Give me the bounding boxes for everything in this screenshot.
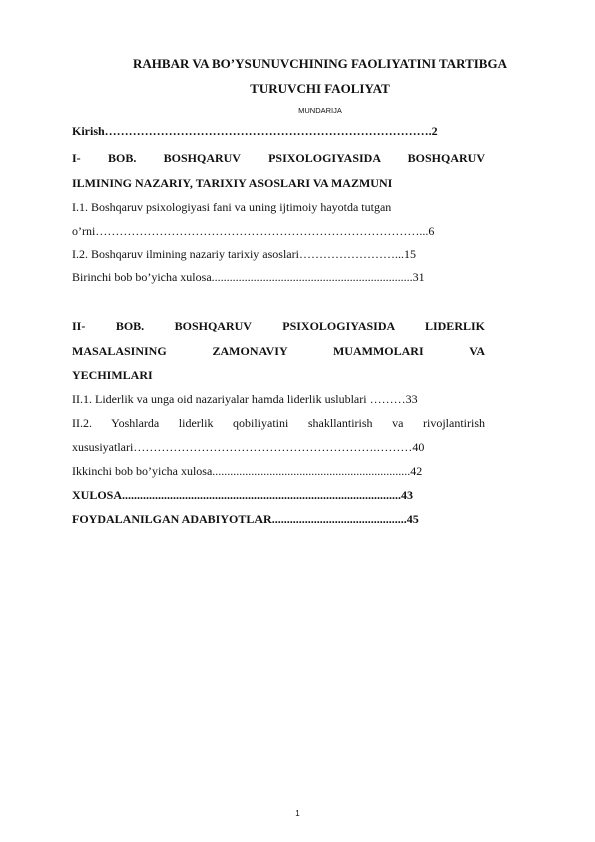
toc-section-1-1-line-1: I.1. Boshqaruv psixologiyasi fani va uning ijtimoiy hayotda tutgan <box>72 200 392 214</box>
toc-chapter-2-title-line-3: YECHIMLARI <box>72 368 153 382</box>
toc-entry-xulosa: XULOSA.............................................................................................43 <box>72 488 414 502</box>
document-title-line-2: TURUVCHI FAOLIYAT <box>250 81 390 96</box>
page-number: 1 <box>295 809 300 818</box>
toc-chapter-1-summary: Birinchi bob bo’yicha xulosa...................................................................31 <box>72 270 425 284</box>
toc-section-1-1-line-2: o’rni………………………………………………………………………...6 <box>72 224 435 238</box>
toc-chapter-2-summary: Ikkinchi bob bo’yicha xulosa..................................................................42 <box>72 464 423 478</box>
toc-chapter-1-title-line-2: ILMINING NAZARIY, TARIXIY ASOSLARI VA MAZMUNI <box>72 176 393 190</box>
toc-chapter-2-title-line-2: MASALASINING ZAMONAVIY MUAMMOLARI VA <box>72 344 485 358</box>
toc-entry-kirish: Kirish……………………………………………………………………….2 <box>72 124 438 138</box>
toc-entry-references: FOYDALANILGAN ADABIYOTLAR.............................................45 <box>72 512 419 526</box>
toc-chapter-1-title-line-1: I- BOB. BOSHQARUV PSIXOLOGIYASIDA BOSHQARUV <box>72 151 485 165</box>
toc-section-2-2-line-2: xususiyatlari…………………………………………………….………40 <box>72 440 425 454</box>
toc-section-1-2: I.2. Boshqaruv ilmining nazariy tarixiy asoslari……………………...15 <box>72 247 416 261</box>
toc-chapter-2-title-line-1: II- BOB. BOSHQARUV PSIXOLOGIYASIDA LIDERLIK <box>72 319 485 333</box>
document-title-line-1: RAHBAR VA BO’YSUNUVCHINING FAOLIYATINI TARTIBGA <box>133 56 507 71</box>
table-of-contents-heading: MUNDARIJA <box>298 106 342 115</box>
toc-section-2-2-line-1: II.2. Yoshlarda liderlik qobiliyatini shakllantirish va rivojlantirish <box>72 416 485 430</box>
toc-section-2-1: II.1. Liderlik va unga oid nazariyalar hamda liderlik uslublari ………33 <box>72 392 418 406</box>
